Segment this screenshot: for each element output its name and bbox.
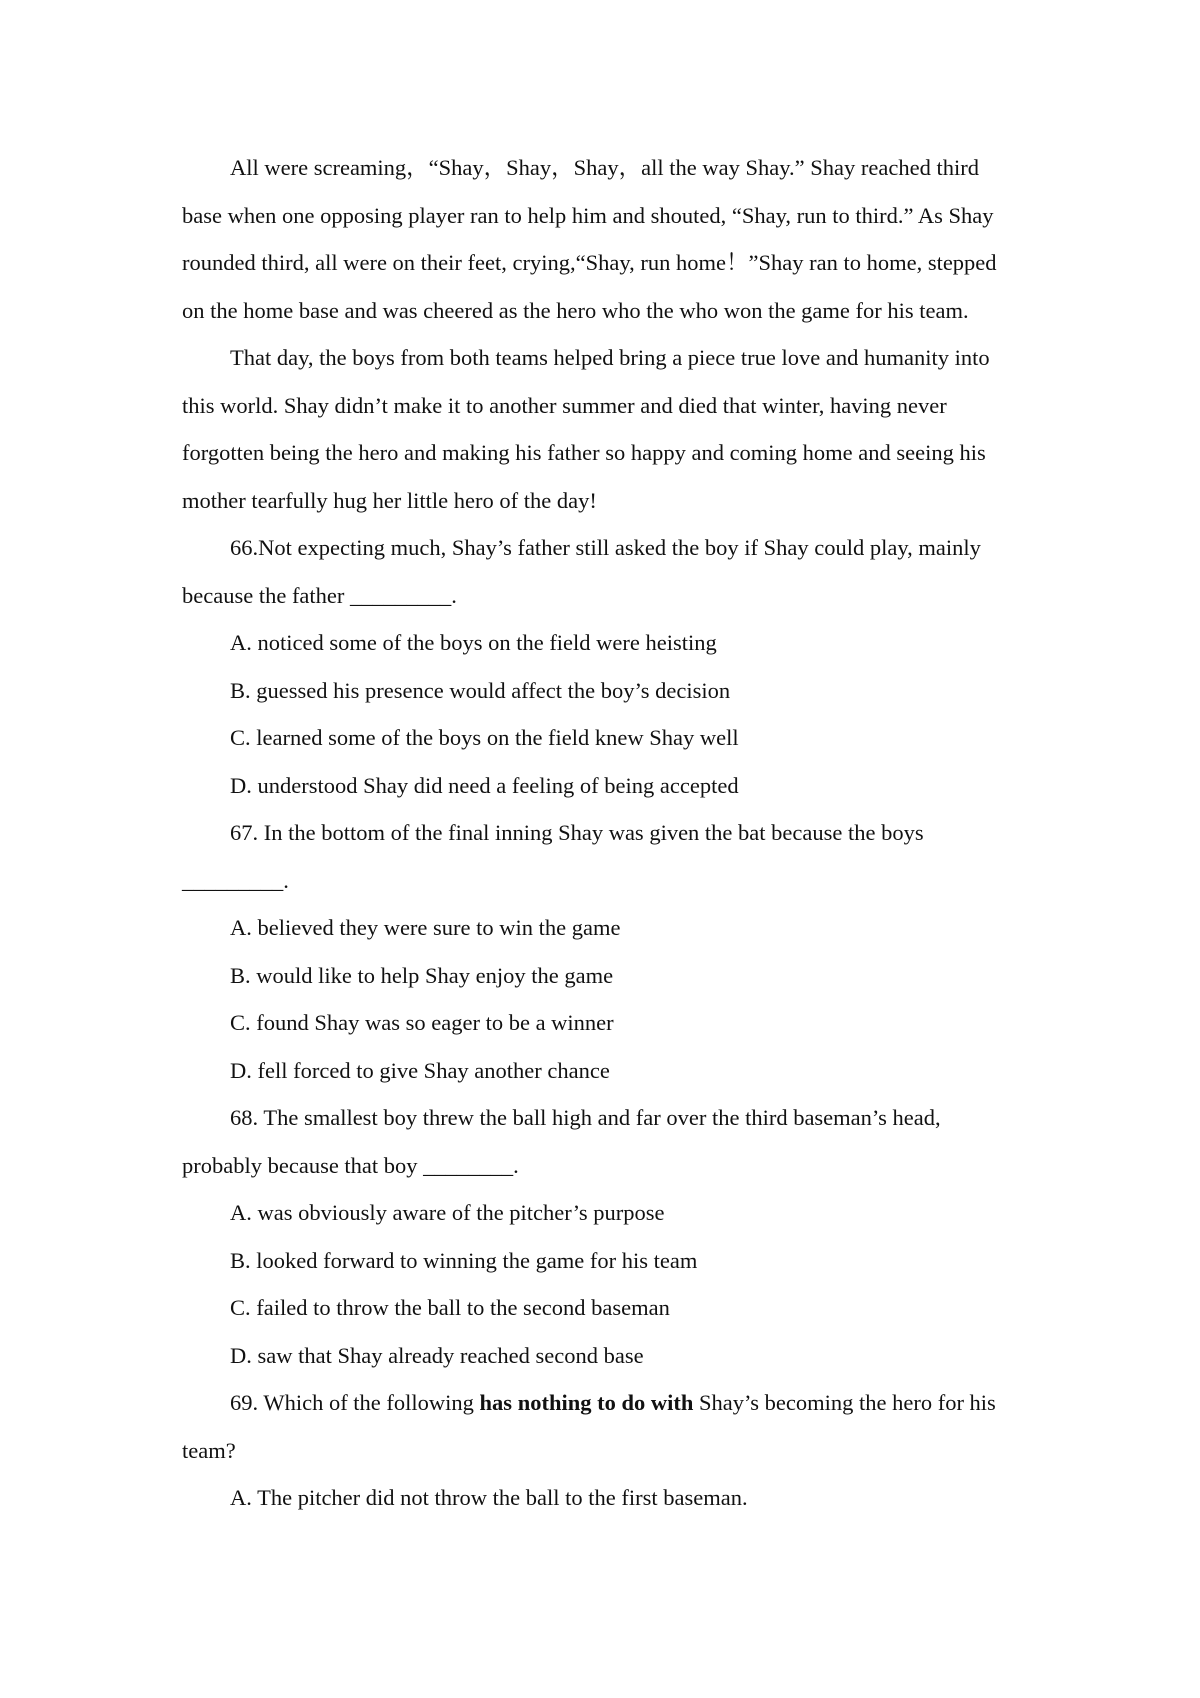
question-67-blank: _________. xyxy=(182,867,289,893)
question-67-option-b: B. would like to help Shay enjoy the game xyxy=(230,962,614,988)
question-69-stem xyxy=(182,1379,1022,1474)
question-67-option-a: A. believed they were sure to win the game xyxy=(230,915,621,940)
passage-paragraph-2: That day, the boys from both teams helped bring a piece true love and humanity into this world. Shay didn’t make it to another summer and died that winter, having never forgotten being the hero and making his father so happy and coming home and seeing his mother tearfully hug her little hero of the day! xyxy=(182,345,990,513)
question-68-option-a: A. was obviously aware of the pitcher’s purpose xyxy=(230,1200,665,1225)
question-68 xyxy=(182,1094,1022,1379)
question-69-stem-end: Shay’s becoming the hero for his team? xyxy=(182,1390,996,1463)
question-66-stem: 66.Not expecting much, Shay’s father still asked the boy if Shay could play, mainly because the father _________. xyxy=(182,535,981,608)
question-67-option-c: C. found Shay was so eager to be a winner xyxy=(230,1010,614,1035)
question-66-option-b: B. guessed his presence would affect the boy’s decision xyxy=(230,677,731,703)
question-69-emphasis: has nothing to do with xyxy=(479,1390,694,1415)
question-67-stem: 67. In the bottom of the final inning Shay was given the bat because the boys xyxy=(230,820,924,845)
question-66-option-d: D. understood Shay did need a feeling of being accepted xyxy=(230,772,739,798)
question-66 xyxy=(182,524,1022,809)
passage-paragraph-1: All were screaming，“Shay，Shay，Shay，all the way Shay.” Shay reached third base when one opposing player ran to help him and shouted, “Shay, run to third.” As Shay rounded third, all were on their feet, crying,“Shay, run home！”Shay ran to home, stepped on the home base and was cheered as the hero who the who won the game for his team. xyxy=(182,155,997,323)
question-66-option-a: A. noticed some of the boys on the field were heisting xyxy=(230,630,717,655)
question-69-stem-start: 69. Which of the following xyxy=(230,1390,480,1415)
question-68-option-d: D. saw that Shay already reached second base xyxy=(230,1342,644,1368)
document-body xyxy=(182,144,1022,1522)
question-68-option-b: B. looked forward to winning the game for his team xyxy=(230,1247,698,1273)
question-67-option-d: D. fell forced to give Shay another chance xyxy=(230,1057,610,1083)
question-66-option-c: C. learned some of the boys on the field knew Shay well xyxy=(230,725,739,750)
question-68-option-c: C. failed to throw the ball to the second baseman xyxy=(230,1295,670,1320)
question-68-stem: 68. The smallest boy threw the ball high and far over the third baseman’s head, probably because that boy ________. xyxy=(182,1105,941,1178)
question-67 xyxy=(182,809,1022,1094)
question-69-option-a: A. The pitcher did not throw the ball to the first baseman. xyxy=(230,1485,748,1510)
question-69 xyxy=(182,1379,1022,1522)
